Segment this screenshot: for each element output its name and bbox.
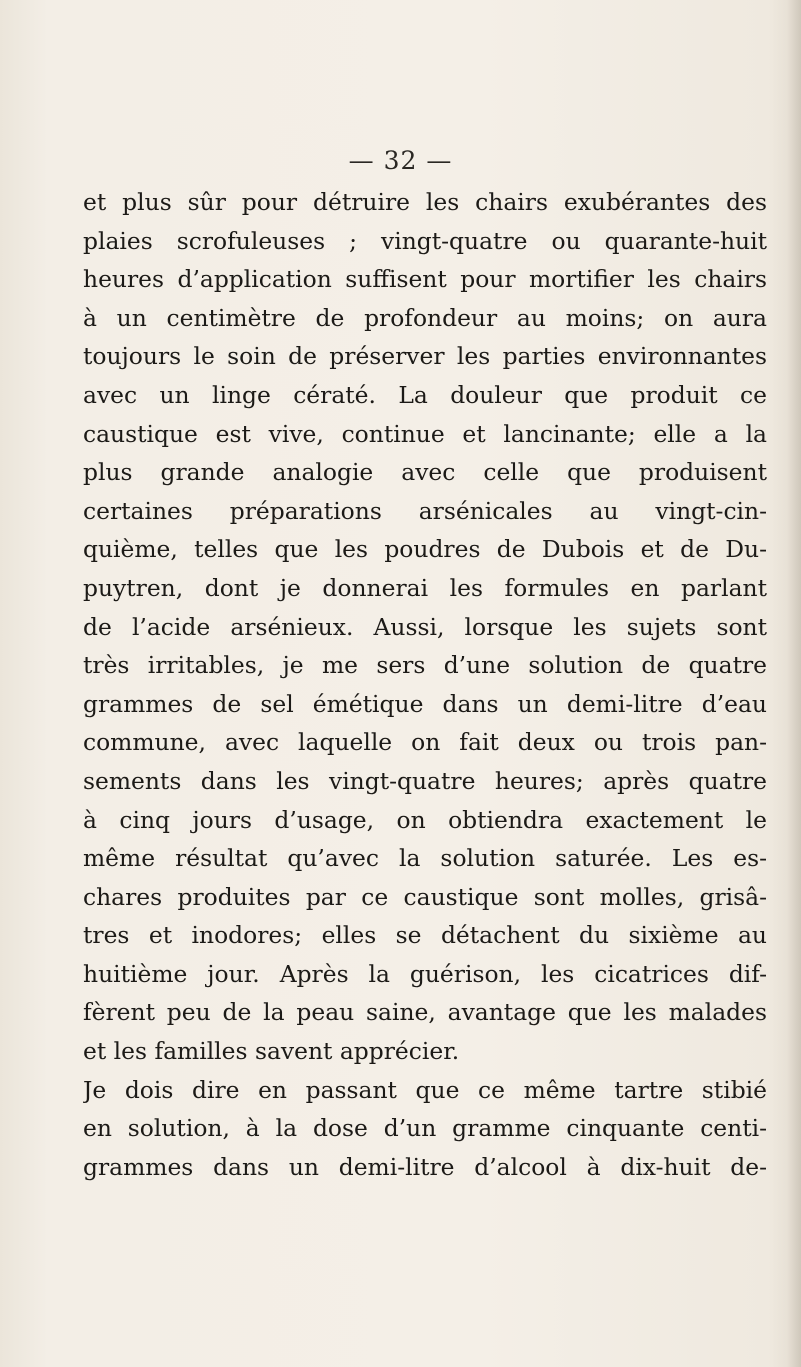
- text-line: quième, telles que les poudres de Dubois et de Du-: [83, 535, 767, 564]
- page-number: — 32 —: [348, 146, 453, 175]
- text-line: chares produites par ce caustique sont molles, grisâ-: [83, 882, 767, 911]
- text-line: puytren, dont je donnerai les formules en parlant: [83, 573, 767, 602]
- text-line: plus grande analogie avec celle que produisent: [83, 458, 767, 487]
- text-line: plaies scrofuleuses ; vingt-quatre ou quarante-huit: [83, 226, 767, 255]
- text-line: même résultat qu’avec la solution saturée. Les es-: [83, 844, 767, 873]
- text-line: grammes dans un demi-litre d’alcool à dix-huit de-: [83, 1152, 767, 1181]
- text-line: très irritables, je me sers d’une solution de quatre: [83, 651, 767, 680]
- text-line: à un centimètre de profondeur au moins; on aura: [83, 303, 767, 332]
- text-line: heures d’application suffisent pour mortifier les chairs: [83, 265, 767, 294]
- text-line: et plus sûr pour détruire les chairs exubérantes des: [83, 188, 767, 216]
- text-line: à cinq jours d’usage, on obtiendra exactement le: [83, 805, 767, 834]
- text-line: et les familles savent apprécier.: [83, 1037, 460, 1066]
- text-line: en solution, à la dose d’un gramme cinquante centi-: [83, 1114, 767, 1143]
- text-line: avec un linge cératé. La douleur que produit ce: [83, 380, 767, 409]
- text-line: tres et inodores; elles se détachent du sixième au: [83, 921, 767, 950]
- text-line: caustique est vive, continue et lancinante; elle a la: [83, 419, 767, 448]
- text-line: de l’acide arsénieux. Aussi, lorsque les sujets sont: [83, 612, 767, 641]
- text-line: fèrent peu de la peau saine, avantage que les malades: [83, 998, 767, 1027]
- text-line: huitième jour. Après la guérison, les cicatrices dif-: [83, 959, 767, 988]
- text-line: grammes de sel émétique dans un demi-litre d’eau: [83, 689, 767, 718]
- text-line: sements dans les vingt-quatre heures; après quatre: [83, 766, 767, 795]
- text-line: toujours le soin de préserver les parties environnantes: [83, 342, 767, 371]
- text-line: Je dois dire en passant que ce même tartre stibié: [83, 1075, 767, 1104]
- text-line: certaines préparations arsénicales au vingt-cin-: [83, 496, 767, 525]
- text-line: commune, avec laquelle on fait deux ou trois pan-: [83, 728, 767, 757]
- page-edge-shadow: [787, 0, 801, 1367]
- body-text: [83, 183, 767, 1186]
